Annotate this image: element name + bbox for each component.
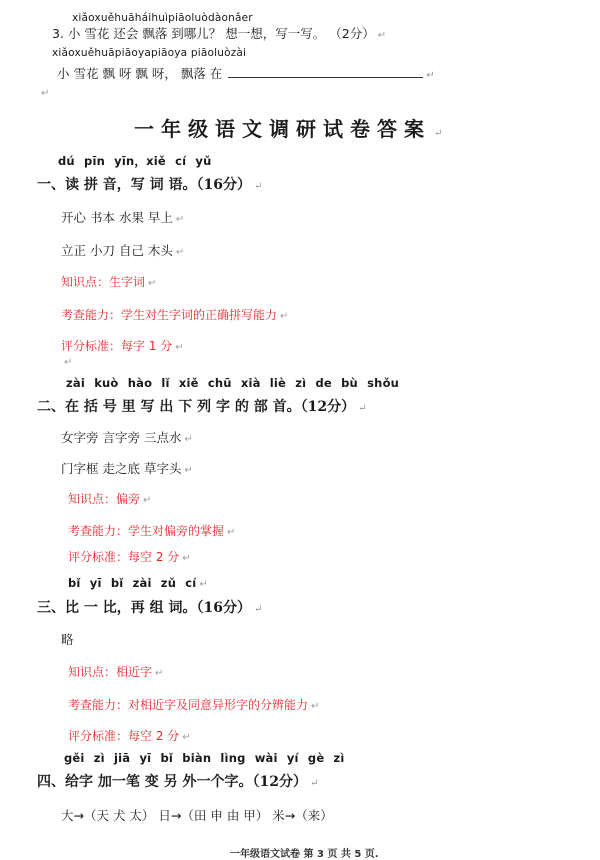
para-mark: ↵: [199, 579, 209, 590]
section-1-score: [61, 337, 184, 354]
section-3-pinyin-text: bǐ yī bǐ zài zǔ cí: [68, 576, 197, 590]
section-1-pinyin: dú pīn yīn，xiě cí yǔ: [58, 154, 212, 168]
q3-question-text: 3. 小 雪花 还会 飘落 到哪儿？ 想一想，写一写。 （2分）: [52, 26, 375, 41]
section-2-knowledge: [68, 490, 151, 507]
para-mark: ↵: [184, 434, 193, 445]
para-mark: ↵: [377, 30, 387, 41]
para-mark: ↵: [227, 527, 236, 538]
section-1-knowledge-text: 知识点：生字词: [61, 275, 146, 289]
section-1-line-1: [61, 208, 184, 226]
q3-pinyin: xiǎoxuěhuāháihuìpiāoluòdàonǎer: [72, 12, 253, 24]
q3-question: [52, 24, 386, 42]
page-title: [134, 113, 449, 142]
q3-answer-line: [57, 64, 435, 82]
section-3-knowledge-text: 知识点：相近字: [68, 665, 153, 679]
section-2-score-text: 评分标准：每空 2 分: [68, 550, 180, 564]
section-3-score: [68, 727, 191, 744]
section-2-line-2-text: 门字框 走之底 草字头: [61, 461, 182, 476]
para-mark: ↵: [358, 403, 367, 414]
section-1-heading: [37, 174, 262, 194]
section-1-line-2-text: 立正 小刀 自己 木头: [61, 243, 173, 258]
answer-blank: [228, 65, 423, 78]
section-3-heading: [37, 597, 262, 617]
section-1-score-text: 评分标准：每字 1 分: [61, 339, 173, 353]
section-2-pinyin: zài kuò hào lǐ xiě chū xià liè zì de bù shǒu: [66, 376, 400, 390]
section-3-line-1: [61, 630, 74, 648]
section-3-score-text: 评分标准：每空 2 分: [68, 729, 180, 743]
section-4-line-1: 大→（天 犬 太） 日→（田 申 由 甲） 米→（来）: [61, 808, 333, 823]
section-1-knowledge: [61, 273, 156, 290]
page-title-text: 一年级语文调研试卷答案: [134, 117, 431, 141]
section-2-ability: [68, 522, 235, 539]
section-3-ability-text: 考查能力：对相近字及同意异形字的分辨能力: [68, 698, 309, 712]
section-2-score: [68, 548, 191, 565]
section-2-line-2: [61, 459, 193, 477]
para-mark: ↵: [175, 214, 185, 225]
para-mark: ↵: [280, 311, 289, 322]
section-1-line-2: [61, 241, 184, 259]
para-mark: ↵: [41, 88, 50, 99]
para-mark: ↵: [253, 181, 263, 192]
section-2-heading-text: 二、在 括 号 里 写 出 下 列 字 的 部 首。（12分）: [37, 399, 356, 415]
para-mark: ↵: [309, 778, 319, 789]
para-mark: ↵: [434, 128, 450, 139]
section-3-line-1-text: 略: [61, 632, 74, 647]
para-mark: ↵: [182, 553, 191, 564]
para-mark: ↵: [253, 604, 263, 615]
section-2-line-1: [61, 428, 193, 446]
section-2-line-1-text: 女字旁 言字旁 三点水: [61, 430, 182, 445]
para-mark: ↵: [143, 495, 152, 506]
section-2-ability-text: 考查能力：学生对偏旁的掌握: [68, 524, 225, 538]
para-mark: ↵: [64, 357, 73, 368]
section-4-heading: [37, 771, 318, 791]
section-3-pinyin: [68, 576, 208, 590]
q3-pinyin-2: xiǎoxuěhuāpiāoyapiāoya piāoluòzài: [52, 47, 247, 59]
para-mark: ↵: [175, 247, 185, 258]
para-mark: ↵: [175, 342, 184, 353]
section-1-ability: [61, 306, 288, 323]
section-3-ability: [68, 696, 319, 713]
para-mark: ↵: [184, 465, 193, 476]
para-mark: ↵: [155, 668, 164, 679]
section-4-heading-text: 四、给字 加一笔 变 另 外一个字。（12分）: [37, 774, 307, 790]
page-footer: 一年级语文试卷 第 3 页 共 5 页.: [230, 849, 379, 860]
section-4-pinyin: gěi zì jiā yī bǐ biàn lìng wài yí gè zì: [64, 751, 345, 765]
section-1-line-1-text: 开心 书本 水果 早上: [61, 210, 173, 225]
section-2-heading: [37, 396, 367, 416]
section-1-ability-text: 考查能力：学生对生字词的正确拼写能力: [61, 308, 278, 322]
q3-answer-text: 小 雪花 飘 呀 飘 呀， 飘落 在: [57, 66, 223, 81]
section-3-knowledge: [68, 663, 163, 680]
para-mark: ↵: [311, 701, 320, 712]
section-2-knowledge-text: 知识点：偏旁: [68, 492, 141, 506]
para-mark: ↵: [426, 70, 435, 81]
section-3-heading-text: 三、比 一 比，再 组 词。（16分）: [37, 600, 251, 616]
section-1-heading-text: 一、读 拼 音，写 词 语。（16分）: [37, 177, 251, 193]
para-mark: ↵: [182, 732, 191, 743]
para-mark: ↵: [148, 278, 157, 289]
